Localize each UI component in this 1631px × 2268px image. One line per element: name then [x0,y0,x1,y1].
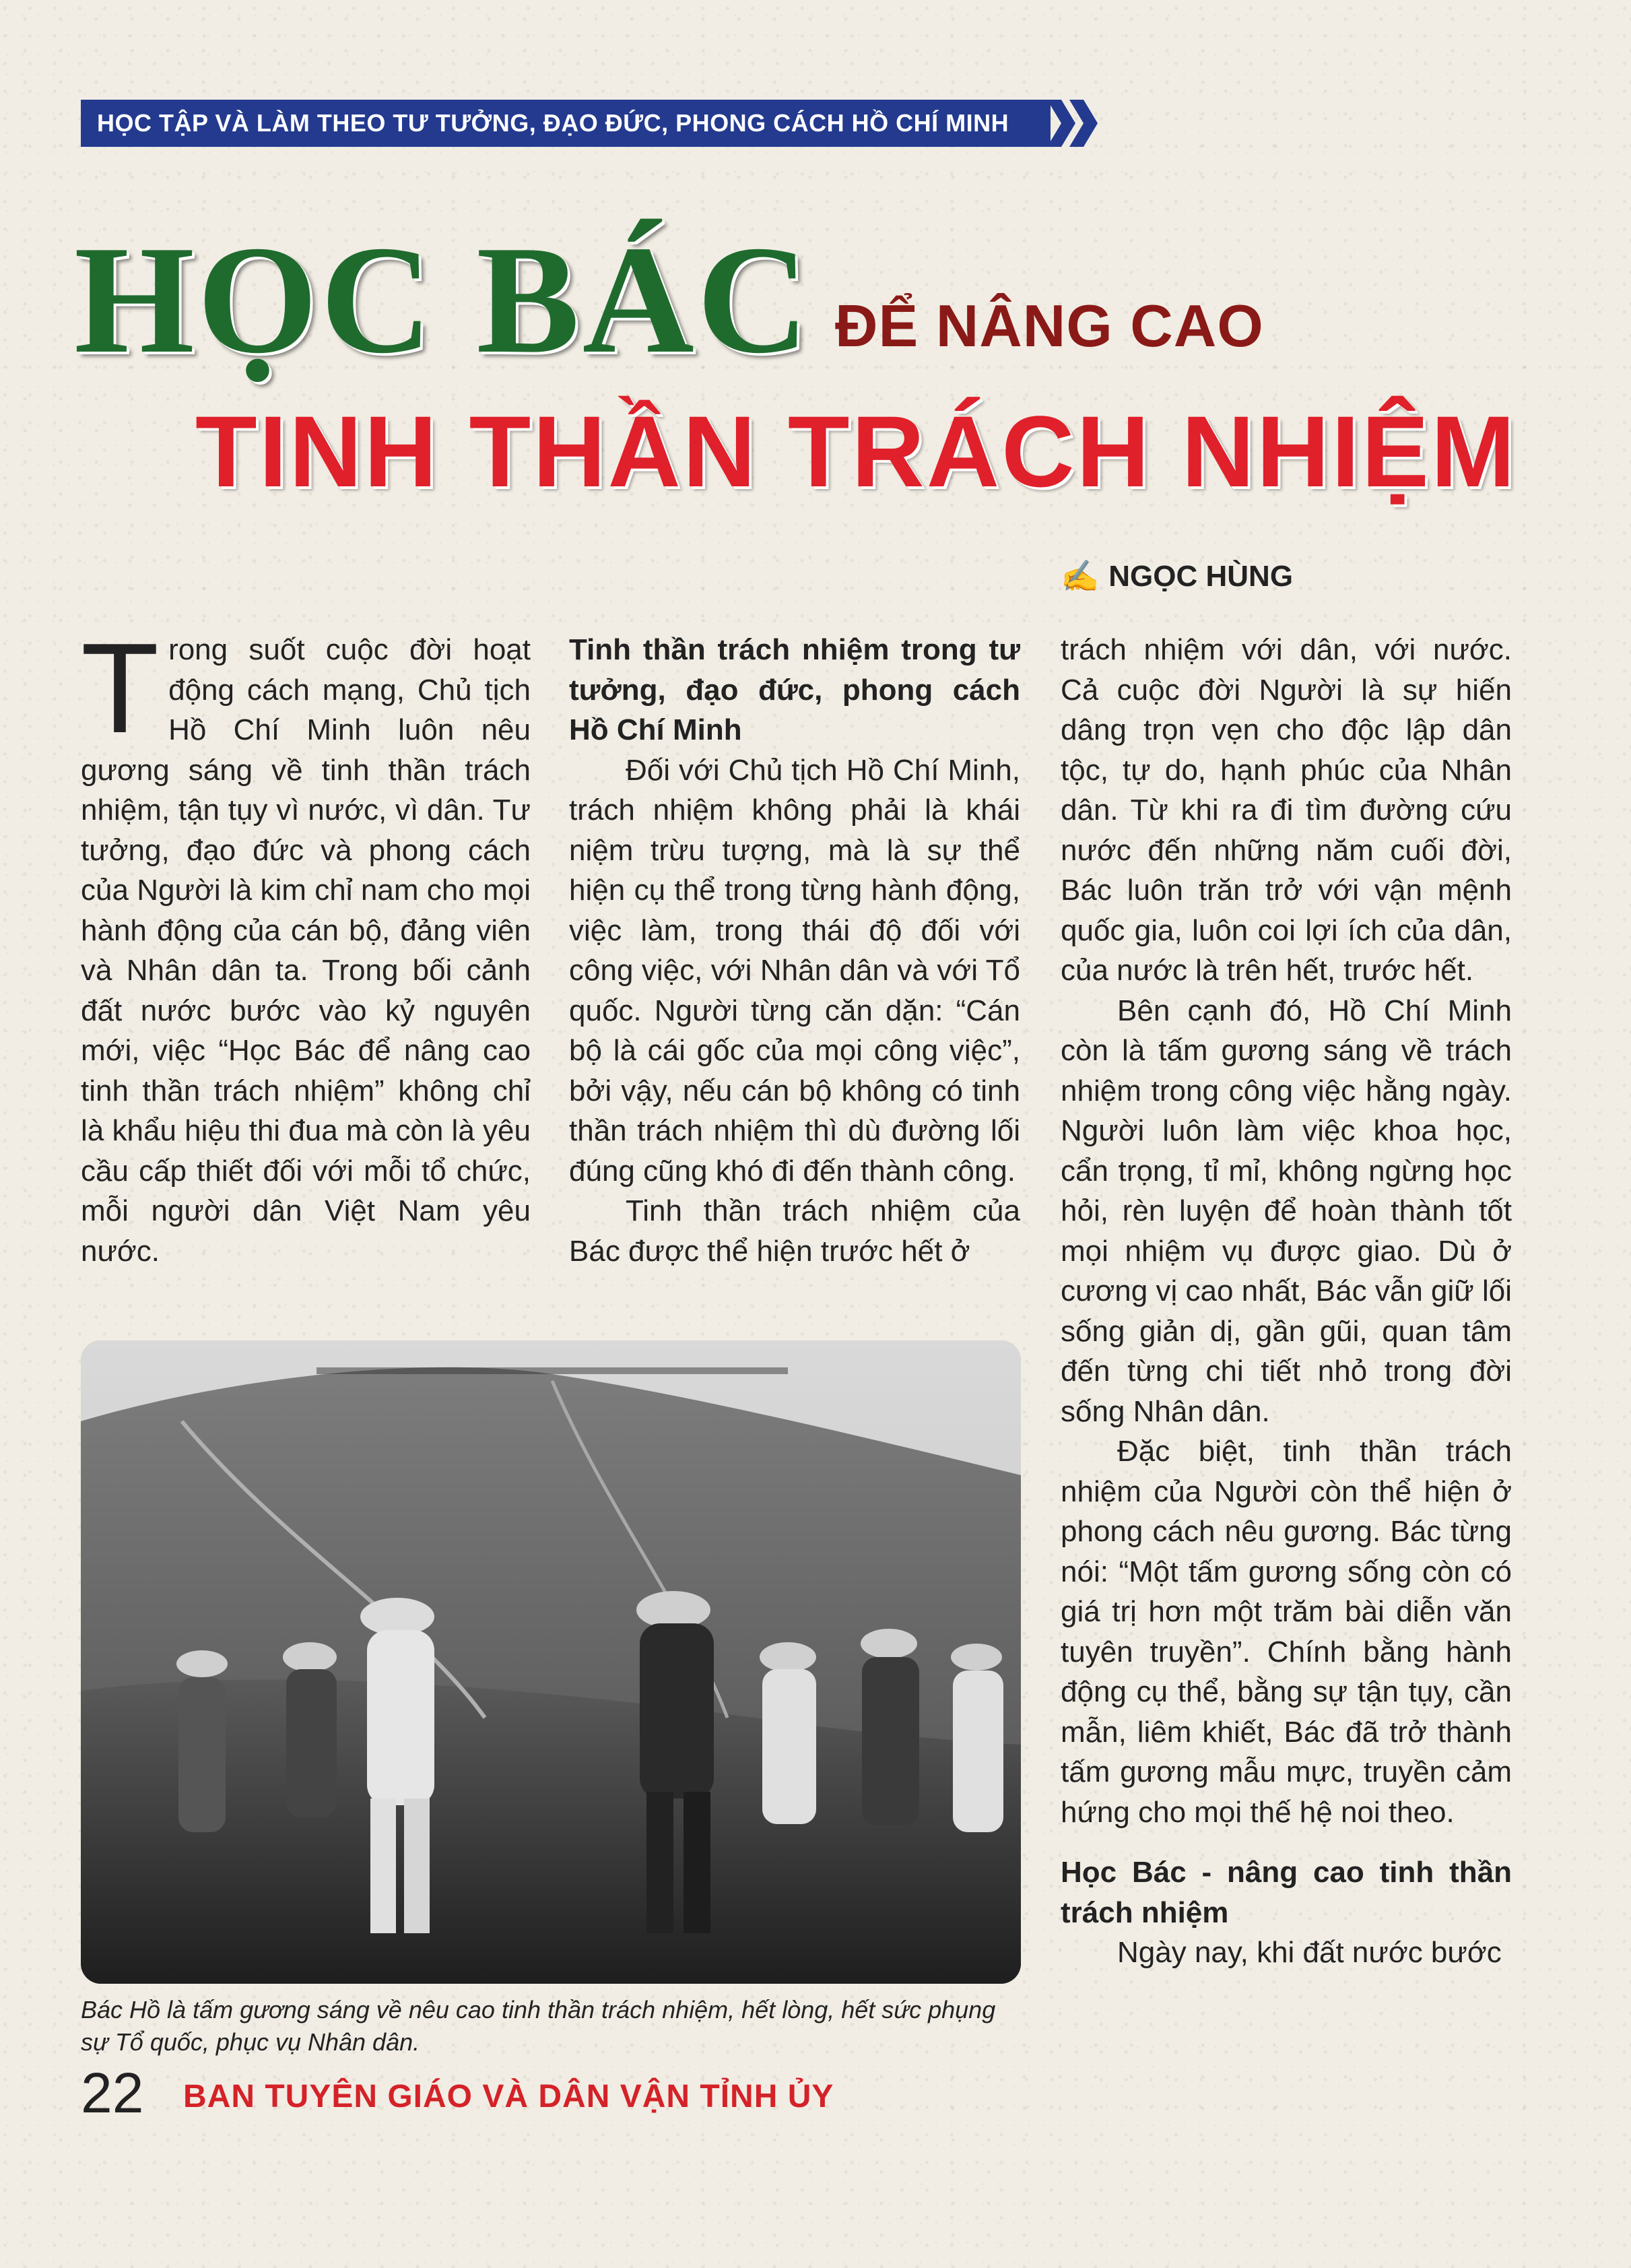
title-main: HỌC BÁC [74,214,812,385]
paragraph: Đối với Chủ tịch Hồ Chí Minh, trách nhiệm không phải là khái niệm trừu tượng, mà là sự thể hiện cụ thể trong từng hành động, việc làm, trong thái độ đối với công việc, với Nhân dân và với Tổ quốc. Người từng căn dặn: “Cán bộ là cái gốc của mọi công việc”, bởi vậy, nếu cán bộ không có tinh thần trách nhiệm thì dù đường lối đúng cũng khó đi đến thành công. [569,753,1020,1188]
title-subtitle: TINH THẦN TRÁCH NHIỆM [195,395,1517,508]
author-byline [1061,558,1293,595]
pen-icon: ✍ [1061,558,1100,593]
intro-paragraph: rong suốt cuộc đời hoạt động cách mạng, Chủ tịch Hồ Chí Minh luôn nêu gương sáng về tinh thần trách nhiệm, tận tụy vì nước, vì dân. Tư tưởng, đạo đức và phong cách của Người là kim chỉ nam cho mọi hành động của cán bộ, đảng viên và Nhân dân ta. Trong bối cảnh đất nước bước vào kỷ nguyên mới, việc “Học Bác để nâng cao tinh thần trách nhiệm” không chỉ là khẩu hiệu thi đua mà còn là yêu cầu cấp thiết đối với mỗi tổ chức, mỗi người dân Việt Nam yêu nước. [81,633,531,1268]
historical-photo [81,1340,1021,1984]
author-name: NGỌC HÙNG [1108,559,1294,593]
photo-illustration [81,1340,1021,1984]
paragraph: Ngày nay, khi đất nước bước [1117,1936,1502,1969]
title-connector: ĐỂ NÂNG CAO [835,292,1264,359]
chevron-right-icon [1047,100,1075,147]
paragraph: Tinh thần trách nhiệm của Bác được thể hiện trước hết ở [569,1194,1020,1268]
column-2 [569,630,1020,1271]
section-banner [81,100,1051,147]
publisher-footer: BAN TUYÊN GIÁO VÀ DÂN VẬN TỈNH ỦY [183,2079,834,2114]
column-1 [81,617,531,1271]
column-3 [1061,630,1512,1973]
section-heading: Học Bác - nâng cao tinh thần trách nhiệm [1061,1856,1512,1929]
dropcap: T [81,617,160,760]
paragraph: Bên cạnh đó, Hồ Chí Minh còn là tấm gương sáng về trách nhiệm trong công việc hằng ngày. Người luôn làm việc khoa học, cẩn trọng, tỉ mỉ, không ngừng học hỏi, rèn luyện để hoàn thành tốt mọi nhiệm vụ được giao. Dù ở cương vị cao nhất, Bác vẫn giữ lối sống giản dị, gần gũi, quan tâm đến từng chi tiết nhỏ trong đời sống Nhân dân. [1061,994,1512,1428]
page-number: 22 [81,2061,144,2125]
section-heading: Tinh thần trách nhiệm trong tư tưởng, đạo đức, phong cách Hồ Chí Minh [569,633,1020,746]
section-banner-text: HỌC TẬP VÀ LÀM THEO TƯ TƯỞNG, ĐẠO ĐỨC, PHONG CÁCH HỒ CHÍ MINH [97,109,1009,137]
paragraph: Đặc biệt, tinh thần trách nhiệm của Người còn thể hiện ở phong cách nêu gương. Bác từng nói: “Một tấm gương sống còn có giá trị hơn một trăm bài diễn văn tuyên truyền”. Chính bằng hành động cụ thể, bằng sự tận tụy, cần mẫn, liêm khiết, Bác đã trở thành tấm gương mẫu mực, truyền cảm hứng cho mọi thế hệ noi theo. [1061,1435,1512,1829]
paragraph: trách nhiệm với dân, với nước. Cả cuộc đời Người là sự hiến dâng trọn vẹn cho độc lập dân tộc, tự do, hạnh phúc của Nhân dân. Từ khi ra đi tìm đường cứu nước đến những năm cuối đời, Bác luôn trăn trở với vận mệnh quốc gia, luôn coi lợi ích của dân, của nước là trên hết, trước hết. [1061,633,1512,987]
photo-caption: Bác Hồ là tấm gương sáng về nêu cao tinh thần trách nhiệm, hết lòng, hết sức phụng sự Tổ quốc, phục vụ Nhân dân. [81,1996,996,2056]
